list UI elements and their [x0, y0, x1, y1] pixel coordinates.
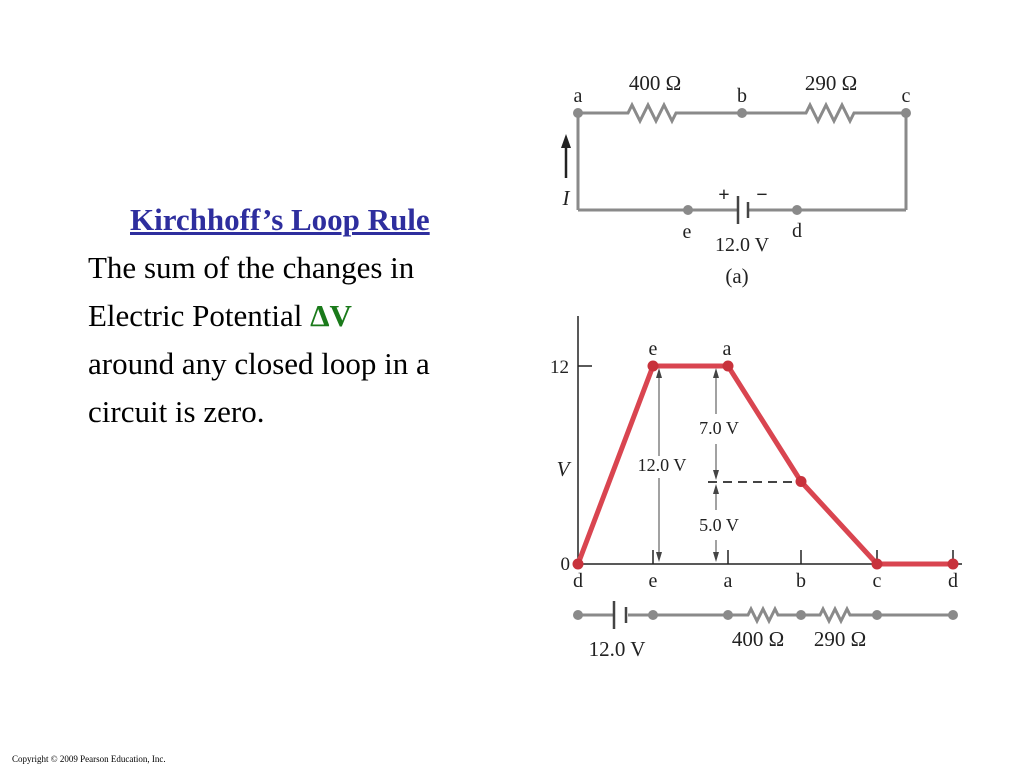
- y-axis-label: V: [556, 457, 570, 481]
- node-a-label: a: [573, 85, 583, 107]
- current-label: I: [562, 186, 570, 210]
- circuit-a-nodes: [573, 108, 911, 215]
- x-tick-label-2: a: [723, 570, 733, 592]
- x-tick-label-0: d: [573, 570, 583, 592]
- strip-battery: [614, 601, 626, 629]
- strip-resistor-2-label: 290 Ω: [813, 627, 867, 651]
- node-c-label: c: [901, 85, 911, 107]
- copyright-notice: Copyright © 2009 Pearson Education, Inc.: [12, 754, 166, 764]
- data-point-c-4: [872, 559, 883, 570]
- point-label-e: e: [648, 338, 658, 360]
- x-tick-labels: [573, 570, 958, 592]
- battery-minus: −: [756, 184, 768, 206]
- node-d-label: d: [792, 220, 802, 242]
- data-point-e-1: [648, 361, 659, 372]
- node-a-dot: [573, 108, 583, 118]
- y-tick-label-12: 12: [550, 357, 569, 378]
- circuit-caption: (a): [725, 264, 749, 288]
- strip-resistor-1-label: 400 Ω: [731, 627, 785, 651]
- resistor-2-label: 290 Ω: [804, 71, 858, 95]
- node-e-dot: [683, 205, 693, 215]
- body-line-1: The sum of the changes in: [88, 250, 415, 285]
- node-c-dot: [901, 108, 911, 118]
- node-d-dot: [792, 205, 802, 215]
- body-line-3: around any closed loop in a: [88, 346, 430, 381]
- potential-line: [578, 366, 953, 564]
- data-point-d-0: [573, 559, 584, 570]
- data-point-b-3: [796, 476, 807, 487]
- data-point-d-5: [948, 559, 959, 570]
- node-b-label: b: [737, 85, 747, 107]
- body-line-2-text: Electric Potential: [88, 298, 303, 333]
- annotation-12v-label: 12.0 V: [637, 455, 687, 475]
- slide-title: Kirchhoff’s Loop Rule: [130, 202, 430, 237]
- node-e-label: e: [682, 221, 692, 243]
- graph-axes: [578, 316, 962, 564]
- circuit-a-current-arrow: [561, 134, 571, 178]
- node-b-dot: [737, 108, 747, 118]
- x-tick-label-5: d: [948, 570, 958, 592]
- x-tick-label-3: b: [796, 570, 806, 592]
- battery-label: 12.0 V: [714, 234, 770, 256]
- annotation-7v-label: 7.0 V: [699, 418, 739, 438]
- delta-v-symbol: ΔV: [310, 298, 352, 333]
- strip-wire: [578, 609, 953, 621]
- x-tick-label-1: e: [648, 570, 658, 592]
- potential-points: [573, 361, 959, 570]
- circuit-a-battery: [738, 196, 748, 224]
- battery-plus: +: [718, 184, 730, 206]
- data-point-a-2: [723, 361, 734, 372]
- circuit-a: [578, 105, 906, 210]
- point-label-a: a: [722, 338, 732, 360]
- x-tick-label-4: c: [872, 570, 882, 592]
- body-line-4: circuit is zero.: [88, 394, 265, 429]
- y-tick-label-0: 0: [560, 554, 570, 575]
- resistor-1-label: 400 Ω: [628, 71, 682, 95]
- strip-battery-label: 12.0 V: [588, 637, 646, 661]
- strip-circuit: [578, 609, 953, 621]
- annotation-5v-label: 5.0 V: [699, 515, 739, 535]
